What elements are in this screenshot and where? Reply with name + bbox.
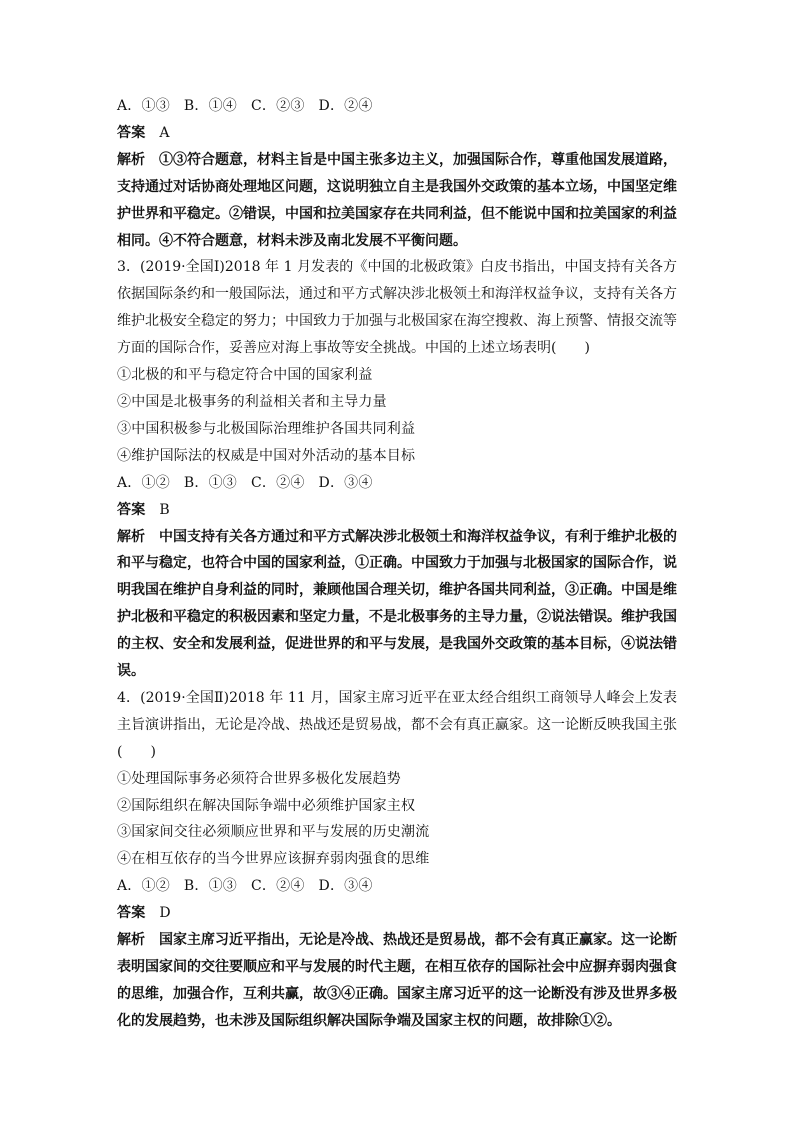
- answer-value: D: [159, 905, 171, 922]
- q4-options: [117, 873, 677, 900]
- option-d: D．②④: [318, 98, 373, 114]
- option-c: C．②④: [251, 474, 305, 491]
- q2-options: [117, 93, 677, 120]
- analysis-text: ①③符合题意，材料主旨是中国主张多边主义，加强国际合作，尊重他国发展道路，支持通过对话协商处理地区问题，这说明独立自主是我国外交政策的基本立场，中国坚定维护世界和平稳定。②错误，中国和拉美国家存在共同利益，但不能说中国和拉美国家的利益相同。④不符合题意，材料未涉及南北发展不平衡问题。: [117, 151, 677, 249]
- q3-options: [117, 470, 677, 497]
- q4-statement-3: ③国家间交往必须顺应世界和平与发展的历史潮流: [117, 824, 430, 841]
- answer-label: 答案: [117, 905, 146, 922]
- option-a: A．①②: [117, 474, 170, 491]
- answer-label: 答案: [117, 501, 146, 518]
- q4-answer: [117, 900, 677, 927]
- q3-statement-1: ①北极的和平与稳定符合中国的国家利益: [117, 367, 373, 384]
- analysis-text: 国家主席习近平指出，无论是冷战、热战还是贸易战，都不会有真正赢家。这一论断表明国家间的交往要顺应和平与发展的时代主题，在相互依存的国际社会中应摒弃弱肉强食的思维，加强合作，互利共赢，故③④正确。国家主席习近平的这一论断没有涉及世界多极化的发展趋势，也未涉及国际组织解决国际争端及国家主权的问题，故排除①②。: [117, 932, 677, 1029]
- option-d: D．③④: [318, 878, 373, 895]
- q3-statement-2: ②中国是北极事务的利益相关者和主导力量: [117, 393, 387, 410]
- q4-statement-2: ②国际组织在解决国际争端中必须维护国家主权: [117, 797, 416, 814]
- q3-analysis: [117, 524, 677, 685]
- q2-answer: [117, 120, 677, 147]
- q4-stem: 4．(2019·全国Ⅱ)2018 年 11 月，国家主席习近平在亚太经合组织工商领导人峰会上发表主旨演讲指出，无论是冷战、热战还是贸易战，都不会有真正赢家。这一论断反映我国主张( ): [117, 689, 677, 760]
- q3-stem: 3．(2019·全国Ⅰ)2018 年 1 月发表的《中国的北极政策》白皮书指出，中国支持有关各方依据国际条约和一般国际法，通过和平方式解决涉北极领土和海洋权益争议，支持有关各方维护北极安全稳定的努力；中国致力于加强与北极国家在海空搜救、海上预警、情报交流等方面的国际合作，妥善应对海上事故等安全挑战。中国的上述立场表明( ): [117, 259, 677, 357]
- option-b: B．①③: [183, 474, 238, 491]
- q2-analysis: [117, 147, 677, 255]
- answer-value: A: [159, 124, 170, 141]
- q3-answer: [117, 497, 677, 524]
- q4-statement-1: ①处理国际事务必须符合世界多极化发展趋势: [117, 770, 401, 787]
- option-c: C．②④: [251, 878, 305, 895]
- option-a: A．①③: [117, 98, 170, 114]
- q3-statement-3: ③中国积极参与北极国际治理维护各国共同利益: [117, 420, 416, 437]
- option-b: B．①④: [183, 98, 238, 114]
- option-a: A．①②: [117, 878, 170, 895]
- analysis-text: 中国支持有关各方通过和平方式解决涉北极领土和海洋权益争议，有利于维护北极的和平与稳定，也符合中国的国家利益，①正确。中国致力于加强与北极国家的国际合作，说明我国在维护自身利益的同时，兼顾他国合理关切，维护各国共同利益，③正确。中国是维护北极和平稳定的积极因素和坚定力量，不是北极事务的主导力量，②说法错误。维护我国的主权、安全和发展利益，促进世界的和平与发展，是我国外交政策的基本目标，④说法错误。: [117, 528, 677, 680]
- q4-analysis: [117, 927, 677, 1035]
- q4-statement-4: ④在相互依存的当今世界应该摒弃弱肉强食的思维: [117, 851, 430, 868]
- analysis-label: 解析: [117, 932, 145, 949]
- analysis-label: 解析: [117, 528, 145, 545]
- q3-statement-4: ④维护国际法的权威是中国对外活动的基本目标: [117, 447, 416, 464]
- option-d: D．③④: [318, 474, 373, 491]
- document-page: [117, 93, 677, 1035]
- option-b: B．①③: [183, 878, 238, 895]
- answer-label: 答案: [117, 124, 146, 141]
- answer-value: B: [159, 501, 170, 518]
- analysis-label: 解析: [117, 151, 145, 168]
- option-c: C．②③: [251, 98, 305, 114]
